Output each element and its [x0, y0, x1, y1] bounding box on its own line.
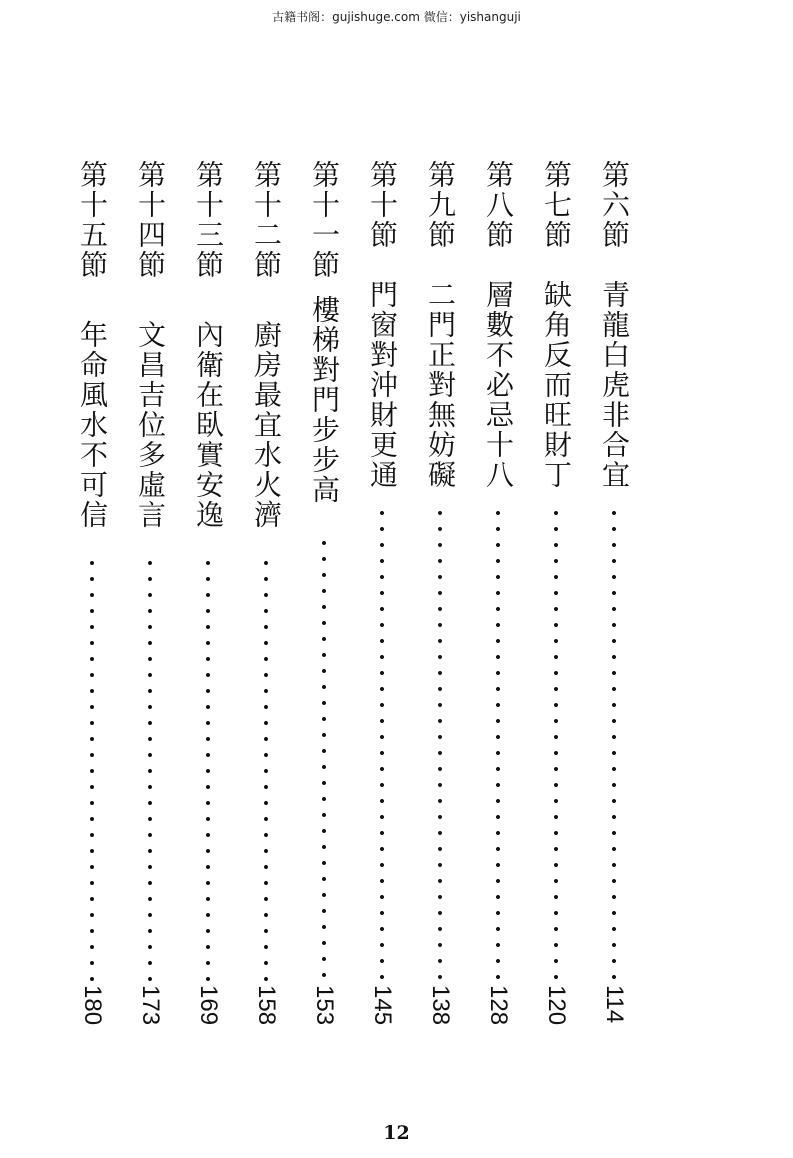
toc-entry[interactable] [72, 160, 112, 1040]
watermark-header: 古籍书阁：gujishuge.com 微信：yishanguji [272, 10, 521, 24]
toc-leader-dots [379, 505, 385, 982]
toc-leader-dots [205, 555, 211, 982]
toc-leader-dots [89, 555, 95, 982]
toc-title: 文昌吉位多虛言 [134, 320, 167, 530]
toc-section-label: 第十節 [366, 160, 399, 250]
toc-leader-dots [437, 505, 443, 982]
toc-title: 青龍白虎非合宜 [598, 280, 631, 490]
toc-page-number: 153 [311, 985, 338, 1026]
toc-section-label: 第十四節 [134, 160, 167, 280]
toc-page-number: 138 [427, 985, 454, 1026]
toc-entry[interactable] [536, 160, 576, 1040]
toc-section-label: 第七節 [540, 160, 573, 250]
toc-leader-dots [611, 505, 617, 982]
toc-title: 二門正對無妨礙 [424, 280, 457, 490]
toc-entry[interactable] [420, 160, 460, 1040]
toc-entry[interactable] [246, 160, 286, 1040]
toc-entry[interactable] [130, 160, 170, 1040]
toc-page-number: 158 [253, 985, 280, 1026]
toc-entry[interactable] [362, 160, 402, 1040]
toc-leader-dots [321, 535, 327, 982]
page-number: 12 [383, 1122, 410, 1144]
toc-leader-dots [147, 555, 153, 982]
toc-page-number: 145 [369, 985, 396, 1026]
toc-title: 缺角反而旺財丁 [540, 280, 573, 490]
toc-section-label: 第十五節 [76, 160, 109, 280]
toc-title: 年命風水不可信 [76, 320, 109, 530]
toc-page-number: 173 [137, 985, 164, 1026]
toc-leader-dots [495, 505, 501, 982]
toc-title: 內衛在臥實安逸 [192, 320, 225, 530]
toc-page-number: 114 [601, 985, 628, 1024]
toc-entry[interactable] [188, 160, 228, 1040]
toc-section-label: 第九節 [424, 160, 457, 250]
toc-entry[interactable] [304, 160, 344, 1040]
toc-section-label: 第十三節 [192, 160, 225, 280]
toc-page-number: 120 [543, 985, 570, 1026]
toc-title: 層數不必忌十八 [482, 280, 515, 490]
toc-title: 門窗對沖財更通 [366, 280, 399, 490]
toc-section-label: 第十一節 [308, 160, 341, 280]
toc-section-label: 第八節 [482, 160, 515, 250]
toc-entry[interactable] [478, 160, 518, 1040]
toc-leader-dots [263, 555, 269, 982]
toc-page-number: 128 [485, 985, 512, 1026]
toc-leader-dots [553, 505, 559, 982]
toc-title: 樓梯對門步步高 [308, 295, 341, 505]
table-of-contents [0, 160, 793, 1040]
toc-page-number: 169 [195, 985, 222, 1026]
toc-page-number: 180 [79, 985, 106, 1026]
toc-entry[interactable] [594, 160, 634, 1040]
toc-section-label: 第十二節 [250, 160, 283, 280]
toc-section-label: 第六節 [598, 160, 631, 250]
toc-title: 廚房最宜水火濟 [250, 320, 283, 530]
